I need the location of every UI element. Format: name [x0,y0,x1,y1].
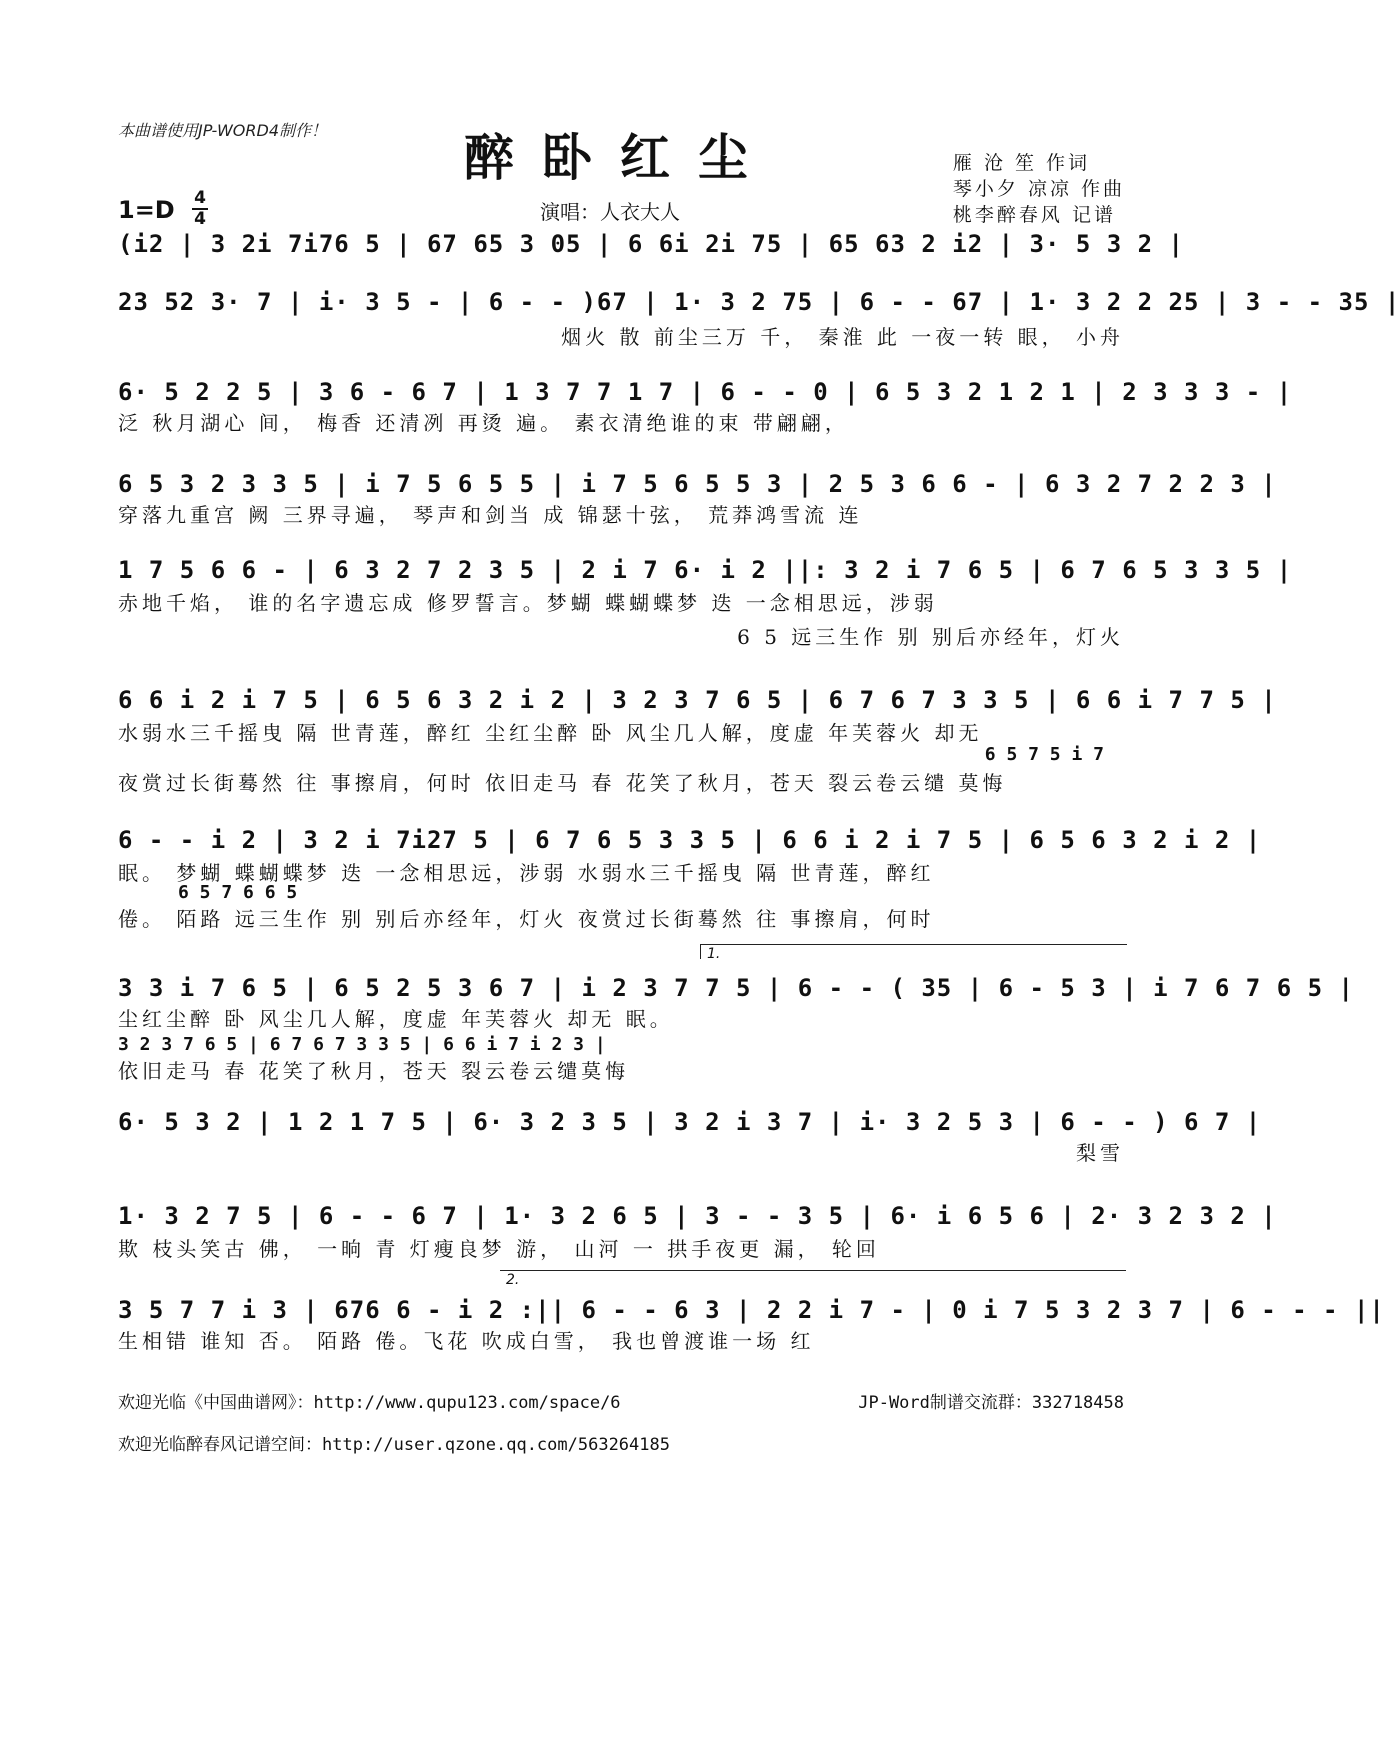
score-row-3-notes: 6· 5 2 2 5 | 3 6 - 6 7 | 1 3 7 7 1 7 | 6 - - 0 | 6 5 3 2 1 2 1 | 2 3 3 3 - | [118,378,1293,406]
score-row-5-notes: 1 7 5 6 6 - | 6 3 2 7 2 3 5 | 2 i 7 6· i 2 ||: 3 2 i 7 6 5 | 6 7 6 5 3 3 5 | [118,556,1293,584]
score-row-7-sub-notes: 6 5 7 6 6 5 [178,882,298,903]
singer: 演唱：人衣大人 [540,200,680,224]
score-row-5-lyrics-verse2: 6 5 远三生作 别 别后亦经年，灯火 [737,625,1124,649]
time-signature-top: 4 [194,188,206,208]
time-signature-bottom: 4 [194,209,206,229]
score-row-10-notes: 1· 3 2 7 5 | 6 - - 6 7 | 1· 3 2 6 5 | 3 - - 3 5 | 6· i 6 5 6 | 2· 3 2 3 2 | [118,1202,1277,1230]
score-row-9-notes: 6· 5 3 2 | 1 2 1 7 5 | 6· 3 2 3 5 | 3 2 i 3 7 | i· 3 2 5 3 | 6 - - ) 6 7 | [118,1108,1262,1136]
score-row-3-lyrics: 泛 秋月湖心 间， 梅香 还清冽 再烫 遍。 素衣清绝谁的束 带翩翩， [118,411,849,435]
score-row-7-lyrics-verse2: 倦。 陌路 远三生作 别 别后亦经年，灯火 夜赏过长街蓦然 往 事擦肩，何时 [118,907,935,931]
score-row-8-lyrics: 尘红尘醉 卧 风尘几人解，度虚 年芙蓉火 却无 眠。 [118,1007,674,1031]
footer-site-link: 欢迎光临《中国曲谱网》：http://www.qupu123.com/space/6 [118,1393,621,1413]
score-row-8-lyrics-verse2: 依旧走马 春 花笑了秋月，苍天 裂云卷云缱莫悔 [118,1059,630,1083]
score-row-7-lyrics: 眠。 梦蝴 蝶蝴蝶梦 迭 一念相思远，涉弱 水弱水三千摇曳 隔 世青莲，醉红 [118,861,935,885]
score-row-9-lyrics: 梨雪 [1076,1141,1124,1165]
score-row-7-notes: 6 - - i 2 | 3 2 i 7i27 5 | 6 7 6 5 3 3 5 | 6 6 i 2 i 7 5 | 6 5 6 3 2 i 2 | [118,826,1262,854]
volta-2: 2. [500,1270,1126,1285]
key-signature: 1=D [118,196,175,224]
score-row-6-notes: 6 6 i 2 i 7 5 | 6 5 6 3 2 i 2 | 3 2 3 7 6 5 | 6 7 6 7 3 3 5 | 6 6 i 7 7 5 | [118,686,1277,714]
score-row-8-alt-notes: 3 2 3 7 6 5 | 6 7 6 7 3 3 5 | 6 6 i 7 i 2 3 | [118,1034,606,1055]
footer-space-link: 欢迎光临醉春风记谱空间：http://user.qzone.qq.com/563264185 [118,1435,670,1455]
footer-group: JP-Word制谱交流群：332718458 [858,1393,1124,1413]
score-row-2-notes: 23 52 3· 7 | i· 3 5 - | 6 - - )67 | 1· 3 2 75 | 6 - - 67 | 1· 3 2 2 25 | 3 - - 35 | [118,288,1400,316]
score-row-4-lyrics: 穿落九重宫 阙 三界寻遍， 琴声和剑当 成 锦瑟十弦， 荒莽鸿雪流 连 [118,503,863,527]
score-row-10-lyrics: 欺 枝头笑古 佛， 一晌 青 灯瘦良梦 游， 山河 一 拱手夜更 漏， 轮回 [118,1237,880,1261]
score-row-6-lyrics-verse2: 夜赏过长街蓦然 往 事擦肩，何时 依旧走马 春 花笑了秋月，苍天 裂云卷云缱 莫悔 [118,771,1007,795]
score-row-11-notes: 3 5 7 7 i 3 | 676 6 - i 2 :|| 6 - - 6 3 | 2 2 i 7 - | 0 i 7 5 3 2 3 7 | 6 - - - || [118,1296,1385,1324]
volta-1: 1. [700,944,1127,959]
time-signature [192,190,208,228]
score-row-6-sub-notes: 6 5 7 5 i 7 [984,744,1104,765]
transcriber: 桃李醉春风 记谱 [952,204,1116,226]
software-note: 本曲谱使用JP-WORD4制作！ [118,121,328,140]
score-row-8-notes: 3 3 i 7 6 5 | 6 5 2 5 3 6 7 | i 2 3 7 7 5 | 6 - - ( 35 | 6 - 5 3 | i 7 6 7 6 5 | [118,974,1354,1002]
score-row-6-lyrics: 水弱水三千摇曳 隔 世青莲，醉红 尘红尘醉 卧 风尘几人解，度虚 年芙蓉火 却无 [118,721,983,745]
score-row-4-notes: 6 5 3 2 3 3 5 | i 7 5 6 5 5 | i 7 5 6 5 5 3 | 2 5 3 6 6 - | 6 3 2 7 2 2 3 | [118,470,1277,498]
credits [953,150,1125,228]
score-row-2-lyrics: 烟火 散 前尘三万 千， 秦淮 此 一夜一转 眼， 小舟 [561,325,1124,349]
composer: 琴小夕 凉凉 作曲 [952,178,1125,200]
score-row-1-notes: (i2 | 3 2i 7i76 5 | 67 65 3 05 | 6 6i 2i 75 | 65 63 2 i2 | 3· 5 3 2 | [118,230,1184,258]
score-row-11-lyrics: 生相错 谁知 否。 陌路 倦。飞花 吹成白雪， 我也曾渡谁一场 红 [118,1329,815,1353]
song-title: 醉卧红尘 [464,128,776,187]
score-row-5-lyrics: 赤地千焰， 谁的名字遗忘成 修罗誓言。梦蝴 蝶蝴蝶梦 迭 一念相思远，涉弱 [118,591,938,615]
lyricist: 雁 沧 笙 作词 [952,152,1091,174]
